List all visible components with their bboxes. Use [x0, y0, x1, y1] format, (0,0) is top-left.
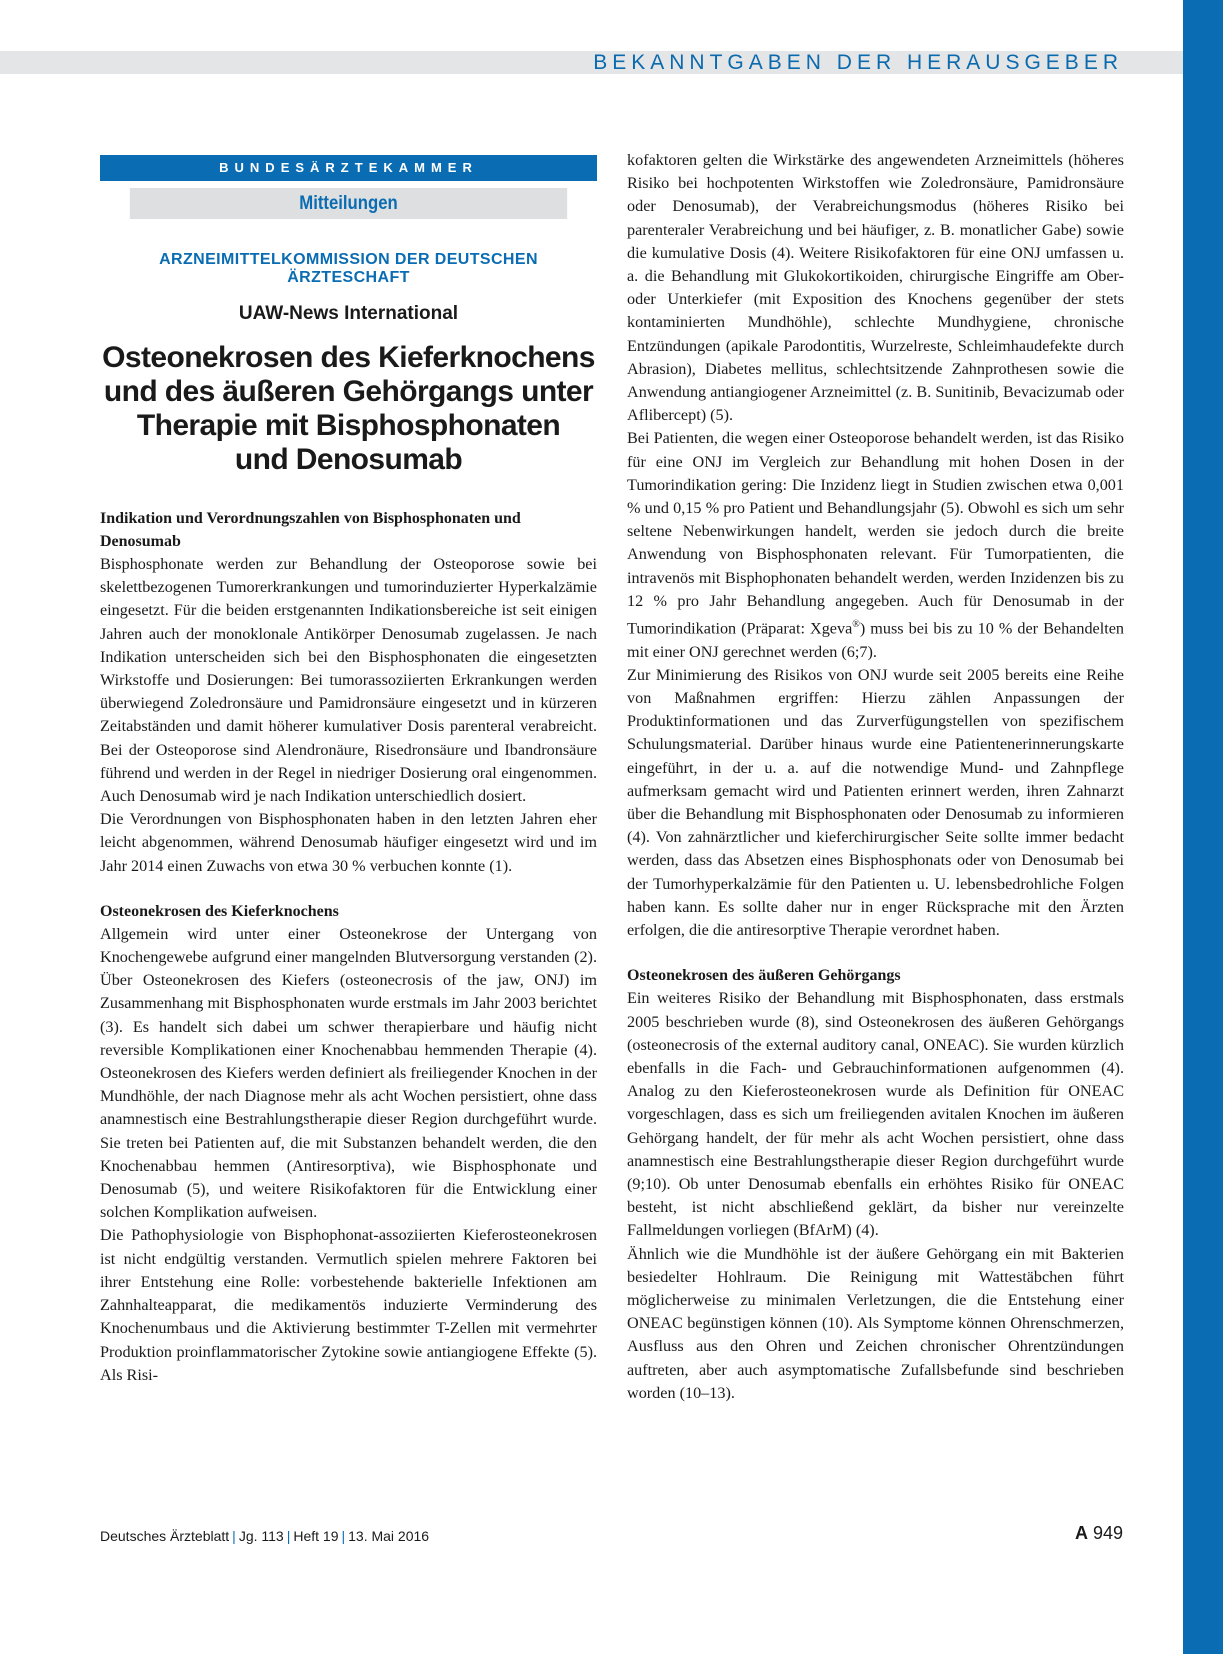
journal-date: 13. Mai 2016	[348, 1528, 430, 1544]
body-paragraph	[627, 427, 1124, 663]
body-paragraph: Die Verordnungen von Bisphosphonaten haben in den letzten Jahren eher leicht abgenommen, während Denosumab häufiger eingesetzt wird und im Jahr 2014 einen Zuwachs von etwa 30 % verbuchen konnte (1).	[100, 810, 597, 875]
footer-separator: |	[286, 1528, 291, 1544]
body-text: Bei Patienten, die wegen einer Osteoporose behandelt werden, ist das Risiko für eine ONJ im Vergleich zur Behandlung mit hohen Dosen in der Tumorindikation gering: Die Inzidenz liegt in Studien zwischen etwa 0,001 % und 0,15 % pro Patient und Behandlungsjahr (5). Obwohl es sich um sehr seltene Nebenwirkungen handelt, werden sie jedoch durch die breite Anwendung von Bisphosphonaten relevant. Für Tumorpatienten, die intravenös mit Bisphophonaten behandelt werden, werden Inzidenzen bis zu 12 % pro Jahr Behandlung angegeben. Auch für Denosumab in der Tumorindikation (Präparat: Xgeva	[627, 429, 1124, 638]
page-number	[1075, 1523, 1123, 1544]
footer-separator: |	[232, 1528, 236, 1544]
section-header-band	[0, 51, 1183, 74]
title-line: Therapie mit Bisphosphonaten	[136, 409, 561, 442]
article-title	[100, 341, 597, 477]
left-column	[100, 155, 597, 1387]
series-line: UAW-News International	[238, 303, 459, 324]
title-line: Osteonekrosen des Kieferknochens	[102, 341, 595, 374]
journal-name: Deutsches Ärzteblatt	[100, 1528, 230, 1544]
body-paragraph: Die Pathophysiologie von Bisphophonat-assoziierten Kieferosteonekrosen ist nicht endgültig verstanden. Vermutlich spielen mehrere Faktoren bei ihrer Entstehung eine Rolle: vorbestehende bakterielle Infektionen am Zahnhalteapparat, die medikamentös induzierte Verminderung des Knochenumbaus und die Aktivierung bestimmter T-Zellen mit vermehrter Produktion proinflammatorischer Zytokine sowie antiangiogene Effekte (5). Als Risi-	[100, 1226, 597, 1384]
title-line: und des äußeren Gehörgangs unter	[103, 375, 594, 408]
journal-volume: Jg. 113	[238, 1528, 284, 1544]
section-subtitle-box: Mitteilungen	[130, 188, 567, 219]
footer-citation	[100, 1528, 429, 1544]
publisher-label-box: BUNDESÄRZTEKAMMER	[100, 155, 597, 181]
section-heading-indication: Indikation und Verordnungszahlen von Bisphosphonaten und Denosumab	[100, 510, 521, 550]
body-paragraph: Ähnlich wie die Mundhöhle ist der äußere Gehörgang ein mit Bakterien besiedelter Hohlraum. Die Reinigung mit Wattestäbchen führt möglicherweise zu minimalen Verletzungen, die die Entstehung einer ONEAC begünstigen können (10). Als Symptome können Ohrenschmerzen, Ausfluss aus den Ohren und Zeichen chronischer Ohrentzündungen auftreten, aber auch asymptomatische Zufallsbefunde sind beschrieben worden (10–13).	[627, 1244, 1124, 1402]
body-text: ) muss bei bis zu 10 % der Behandelten mit einer ONJ gerechnet werden (6;7).	[627, 619, 1124, 661]
page-number-value: 949	[1092, 1523, 1123, 1543]
right-column	[627, 149, 1124, 1405]
registered-mark: ®	[852, 619, 860, 631]
organization-line: ARZNEIMITTELKOMMISSION DER DEUTSCHEN ÄRZTESCHAFT	[159, 251, 538, 286]
page-prefix: A	[1074, 1523, 1088, 1543]
body-paragraph: Ein weiteres Risiko der Behandlung mit Bisphosphonaten, dass erstmals 2005 beschrieben wurde (8), sind Osteonekrosen des äußeren Gehörgangs (osteonecrosis of the external auditory canal, ONEAC). Sie wurden kürzlich ebenfalls in die Fach- und Gebrauchinformationen aufgenommen (4). Analog zu den Kieferosteonekrosen wurde als Definition für ONEAC vorgeschlagen, dass es sich um freiliegenden avitalen Knochen im äußeren Gehörgang handelt, der für mehr als acht Wochen persistiert, ohne dass anamnestisch eine Bestrahlungstherapie dieser Region durchgeführt wurde (9;10). Ob unter Denosumab ebenfalls ein erhöhtes Risiko für ONEAC besteht, ist nicht abschließend geklärt, da bisher nur vereinzelte Fallmeldungen vorliegen (BfArM) (4).	[627, 989, 1124, 1240]
journal-issue: Heft 19	[293, 1528, 339, 1544]
section-title: BEKANNTGABEN DER HERAUSGEBER	[593, 51, 1123, 74]
body-paragraph: Zur Minimierung des Risikos von ONJ wurde seit 2005 bereits eine Reihe von Maßnahmen ergriffen: Hierzu zählen Anpassungen der Produktinformationen und das Zurverfügungstellen von spezifischem Schulungsmaterial. Darüber hinaus wurde eine Patientenerinnerungskarte eingeführt, in der u. a. auf die notwendige Mund- und Zahnpflege aufmerksam gemacht wird und Patienten erinnert werden, ihren Zahnarzt über die Behandlung mit Bisphosphonaten oder Denosumab zu informieren (4). Von zahnärztlicher und kieferchirurgischer Seite sollte immer bedacht werden, dass das Absetzen eines Bisphosphonats oder von Denosumab bei der Tumorhyperkalzämie für den Patienten u. U. lebensbedrohliche Folgen haben kann. Es sollte daher nur in enger Rücksprache mit den Ärzten erfolgen, die die antiresorptive Therapie verordnet haben.	[627, 665, 1124, 940]
section-heading-ear: Osteonekrosen des äußeren Gehörgangs	[627, 967, 901, 985]
footer-separator: |	[341, 1528, 346, 1544]
section-heading-jaw: Osteonekrosen des Kieferknochens	[100, 902, 339, 920]
body-paragraph: kofaktoren gelten die Wirkstärke des angewendeten Arzneimittels (höheres Risiko bei hochpotenten Wirkstoffen wie Zoledronsäure, Pamidronsäure oder Denosumab), der Verabreichungsmodus (höheres Risiko bei parenteraler Verabreichung und bei häufiger, z. B. monatlicher Gabe) sowie die kumulative Dosis (4). Weitere Risikofaktoren für eine ONJ umfassen u. a. die Behandlung mit Glukokortikoiden, chirurgische Eingriffe am Ober- oder Unterkiefer (mit Exposition des Knochens gegenüber der stets kontaminierten Mundhöhle), schlechte Mundhygiene, chronische Entzündungen (apikale Parodontitis, Wurzelreste, Schleimhaudefekte durch Abrasion), Diabetes mellitus, schlechtsitzende Zahnprothesen sowie die Anwendung antiangiogener Arzneimittel (z. B. Sunitinib, Bevacizumab oder Aflibercept) (5).	[627, 151, 1124, 425]
title-line: und Denosumab	[234, 443, 463, 476]
body-paragraph: Bisphosphonate werden zur Behandlung der Osteoporose sowie bei skelettbezogenen Tumorerkrankungen und tumorinduzierter Hyperkalzämie eingesetzt. Für die beiden erstgenannten Indikationsbereiche ist seit einigen Jahren auch der monoklonale Antikörper Denosumab zugelassen. Je nach Indikation unterscheiden sich bei den Bisphosphonaten die eingesetzten Wirkstoffe und Dosierungen: Bei tumorassoziierten Erkrankungen werden überwiegend Zoledronsäure und Pamidronsäure eingesetzt und in kürzeren Zeitabständen und damit höherer kumulativer Dosis parenteral verabreicht. Bei der Osteoporose sind Alendronäure, Risedronsäure und Ibandronsäure führend und werden in der Regel in niedriger Dosierung oral eingenommen. Auch Denosumab wird je nach Indikation unterschiedlich dosiert.	[100, 555, 597, 806]
body-paragraph: Allgemein wird unter einer Osteonekrose der Untergang von Knochengewebe aufgrund einer mangelnden Blutversorgung verstanden (2). Über Osteonekrosen des Kiefers (osteonecrosis of the jaw, ONJ) im Zusammenhang mit Bisphosphonaten wurde erstmals im Jahr 2003 berichtet (3). Es handelt sich dabei um schwer therapierbare und häufig nicht reversible Komplikationen einer Knochenabbau hemmenden Therapie (4). Osteonekrosen des Kiefers werden definiert als freiliegender Knochen in der Mundhöhle, der nach Diagnose mehr als acht Wochen persistiert, ohne dass anamnestisch eine Bestrahlungstherapie dieser Region durchgeführt wurde. Sie treten bei Patienten auf, die mit Substanzen behandelt werden, die den Knochenabbau hemmen (Antiresorptiva), wie Bisphosphonate und Denosumab (5), und weitere Risikofaktoren für die Entwicklung einer solchen Komplikation aufweisen.	[100, 924, 597, 1222]
right-edge-bar	[1183, 0, 1223, 1654]
